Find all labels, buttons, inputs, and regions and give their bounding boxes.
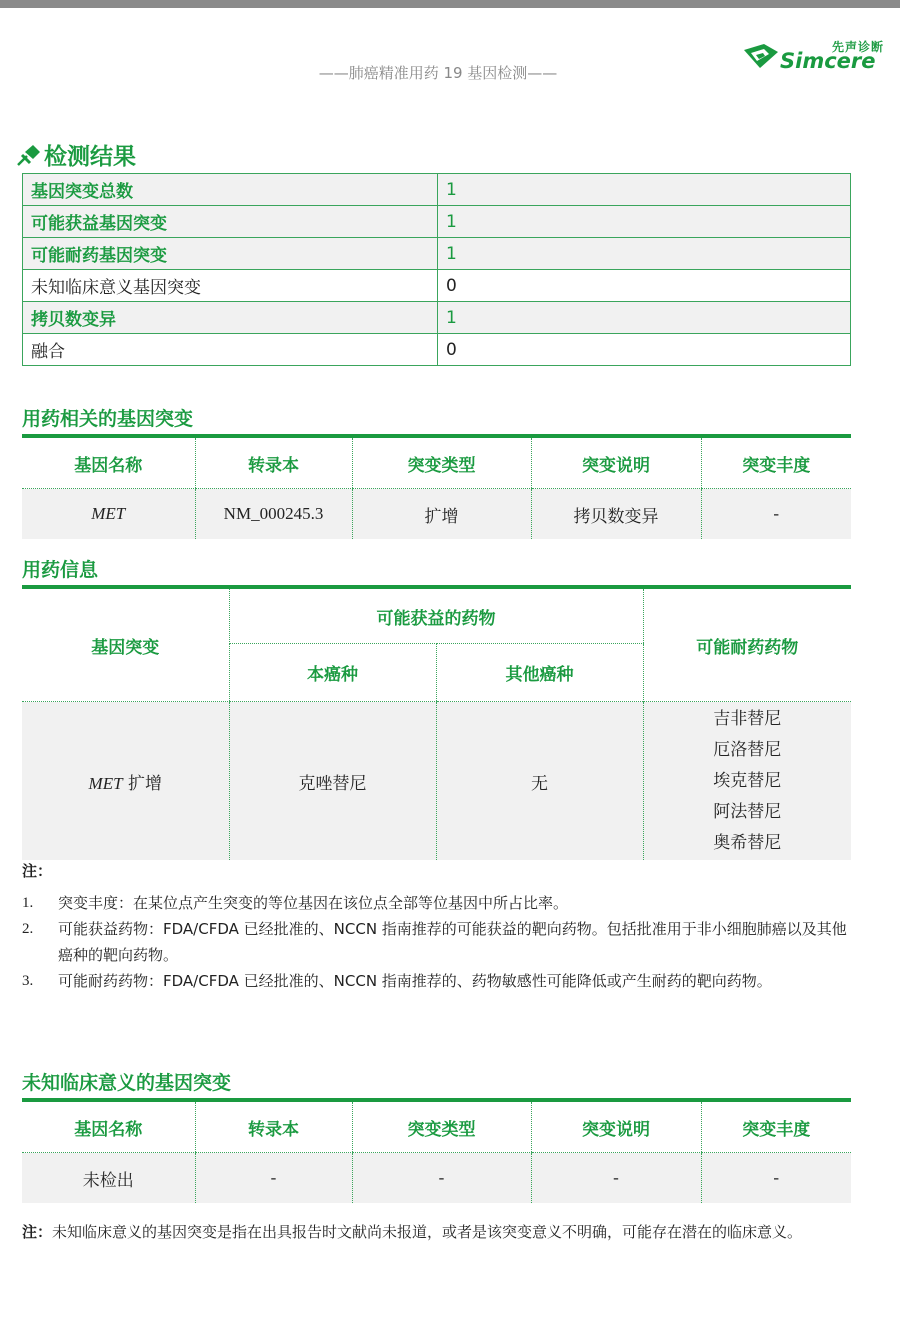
summary-value: 1 [438, 302, 851, 334]
summary-value: 1 [438, 238, 851, 270]
section-title-druginfo: 用药信息 [22, 559, 99, 581]
note-item [22, 968, 852, 994]
col-header-resist: 可能耐药药物 [643, 587, 851, 702]
summary-label: 基因突变总数 [23, 174, 438, 206]
gene-mutation-cell [22, 702, 229, 861]
note-text: 可能耐药药物：FDA/CFDA 已经批准的、NCCN 指南推荐的、药物敏感性可能降低或产生耐药的靶向药物。 [58, 972, 772, 990]
summary-row [23, 270, 851, 302]
footnote-text: 未知临床意义的基因突变是指在出具报告时文献尚未报道，或者是该突变意义不明确，可能存在潜在的临床意义。 [52, 1223, 803, 1241]
resist-drug: 厄洛替尼 [713, 739, 782, 760]
result-summary-table [22, 173, 851, 366]
mutation-desc-cell: - [531, 1153, 701, 1204]
table-row [22, 702, 851, 861]
section-title-unknown: 未知临床意义的基因突变 [22, 1072, 232, 1094]
col-header-other-cancer: 其他癌种 [436, 644, 643, 702]
gene-name-text: MET [88, 773, 123, 793]
top-bar [0, 0, 900, 8]
col-header: 突变类型 [352, 1100, 531, 1153]
note-text: 突变丰度：在某位点产生突变的等位基因在该位点全部等位基因中所占比率。 [58, 894, 569, 912]
resist-drug: 阿法替尼 [713, 801, 782, 822]
note-item [22, 916, 852, 968]
section-title-result [16, 138, 136, 171]
summary-row [23, 302, 851, 334]
col-header: 转录本 [195, 1100, 352, 1153]
mutation-type-cell: - [352, 1153, 531, 1204]
pushpin-icon [16, 143, 42, 167]
table-header-row [22, 1100, 851, 1153]
logo-en-text: Simcere [780, 49, 876, 73]
note-number: 1. [22, 895, 34, 911]
col-header: 突变说明 [531, 436, 701, 489]
abundance-cell: - [701, 1153, 851, 1204]
col-header: 突变说明 [531, 1100, 701, 1153]
drug-info-table [22, 585, 851, 860]
logo-cn-text: 先声诊断 [831, 40, 884, 54]
related-mutation-table [22, 434, 851, 539]
other-cancer-drug-cell: 无 [436, 702, 643, 861]
summary-label: 可能获益基因突变 [23, 206, 438, 238]
summary-row [23, 334, 851, 366]
summary-label: 融合 [23, 334, 438, 366]
table-row [22, 489, 851, 540]
col-header: 基因名称 [22, 1100, 195, 1153]
note-number: 3. [22, 973, 34, 989]
summary-label: 拷贝数变异 [23, 302, 438, 334]
mutation-type-cell: 扩增 [352, 489, 531, 540]
unknown-mutation-table [22, 1098, 851, 1203]
col-header: 转录本 [195, 436, 352, 489]
col-header: 突变类型 [352, 436, 531, 489]
abundance-cell: - [701, 489, 851, 540]
note-text: 可能获益药物：FDA/CFDA 已经批准的、NCCN 指南推荐的可能获益的靶向药物。包括批准用于非小细胞肺癌以及其他癌种的靶向药物。 [58, 920, 847, 964]
transcript-cell: - [195, 1153, 352, 1204]
mutation-desc-cell: 拷贝数变异 [531, 489, 701, 540]
summary-value: 0 [438, 334, 851, 366]
simcere-logo [742, 38, 887, 74]
summary-value: 1 [438, 174, 851, 206]
note-number: 2. [22, 921, 34, 937]
gene-type-text: 扩增 [122, 773, 162, 794]
resist-drug: 奥希替尼 [713, 832, 782, 853]
resist-drug-cell [643, 702, 851, 861]
result-title-text: 检测结果 [44, 144, 136, 170]
summary-row [23, 174, 851, 206]
col-header-benefit: 可能获益的药物 [229, 587, 643, 644]
footnote-label: 注： [22, 1223, 53, 1241]
summary-row [23, 206, 851, 238]
col-header: 突变丰度 [701, 1100, 851, 1153]
gene-name-cell: MET [22, 489, 195, 540]
notes-block [22, 860, 852, 994]
col-header: 基因名称 [22, 436, 195, 489]
transcript-cell: NM_000245.3 [195, 489, 352, 540]
note-item [22, 890, 852, 916]
summary-value: 0 [438, 270, 851, 302]
report-header-title: ——肺癌精准用药 19 基因检测—— [318, 64, 558, 82]
logo-mark-icon [742, 42, 782, 72]
section-title-related: 用药相关的基因突变 [22, 408, 194, 430]
table-header-row [22, 436, 851, 489]
table-row [22, 1153, 851, 1204]
col-header: 突变丰度 [701, 436, 851, 489]
summary-value: 1 [438, 206, 851, 238]
summary-label: 未知临床意义基因突变 [23, 270, 438, 302]
this-cancer-drug-cell: 克唑替尼 [229, 702, 436, 861]
col-header-gene: 基因突变 [22, 587, 229, 702]
gene-name-cell: 未检出 [22, 1153, 195, 1204]
summary-row [23, 238, 851, 270]
summary-label: 可能耐药基因突变 [23, 238, 438, 270]
table-header-row [22, 587, 851, 644]
notes-heading: 注： [22, 862, 53, 880]
resist-drug: 埃克替尼 [713, 770, 782, 791]
unknown-footnote [22, 1221, 862, 1242]
col-header-this-cancer: 本癌种 [229, 644, 436, 702]
resist-drug: 吉非替尼 [713, 708, 782, 729]
